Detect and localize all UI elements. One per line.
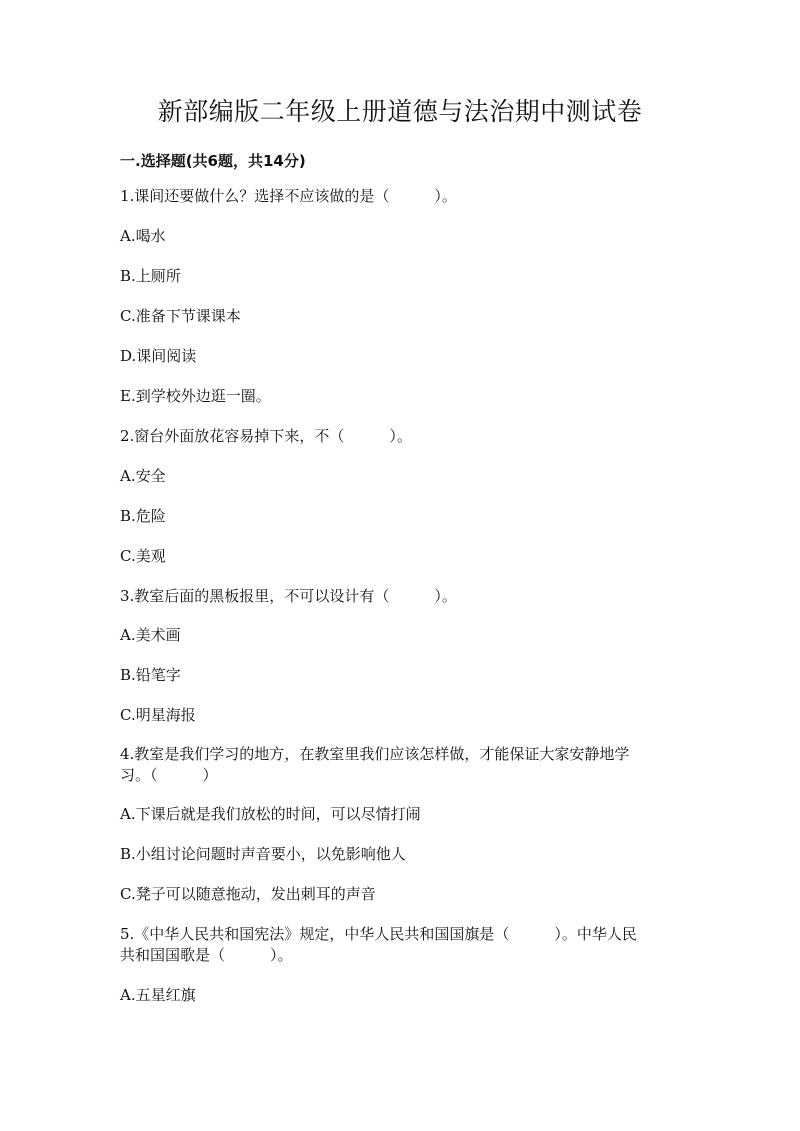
question-4-option-b: B.小组讨论问题时声音要小，以免影响他人 bbox=[120, 845, 406, 863]
question-4-line-2: 习。（ ） bbox=[120, 766, 218, 784]
question-2-option-c: C.美观 bbox=[120, 547, 166, 565]
question-3-option-a: A.美术画 bbox=[120, 626, 181, 644]
question-4-line-1: 4.教室是我们学习的地方，在教室里我们应该怎样做，才能保证大家安静地学 bbox=[120, 745, 630, 763]
page-title: 新部编版二年级上册道德与法治期中测试卷 bbox=[157, 97, 643, 126]
question-3-option-b: B.铅笔字 bbox=[120, 666, 181, 684]
question-5-line-2: 共和国国歌是（ ）。 bbox=[120, 946, 293, 964]
question-2: 2.窗台外面放花容易掉下来，不（ ）。 bbox=[120, 427, 412, 445]
question-1-option-c: C.准备下节课课本 bbox=[120, 307, 241, 325]
question-2-option-b: B.危险 bbox=[120, 507, 166, 525]
section-heading: 一.选择题(共6题，共14分) bbox=[120, 152, 306, 170]
question-1: 1.课间还要做什么？选择不应该做的是（ ）。 bbox=[120, 187, 457, 205]
question-5-line-1: 5.《中华人民共和国宪法》规定，中华人民共和国国旗是（ ）。中华人民 bbox=[120, 925, 637, 943]
question-3-option-c: C.明星海报 bbox=[120, 706, 196, 724]
question-3: 3.教室后面的黑板报里，不可以设计有（ ）。 bbox=[120, 587, 457, 605]
question-4-option-a: A.下课后就是我们放松的时间，可以尽情打闹 bbox=[120, 805, 421, 823]
question-1-option-e: E.到学校外边逛一圈。 bbox=[120, 387, 271, 405]
question-1-option-b: B.上厕所 bbox=[120, 267, 181, 285]
question-1-option-a: A.喝水 bbox=[120, 227, 166, 245]
question-2-option-a: A.安全 bbox=[120, 467, 166, 485]
question-1-option-d: D.课间阅读 bbox=[120, 347, 197, 365]
question-4-option-c: C.凳子可以随意拖动，发出刺耳的声音 bbox=[120, 885, 376, 903]
question-5-option-a: A.五星红旗 bbox=[120, 986, 196, 1004]
